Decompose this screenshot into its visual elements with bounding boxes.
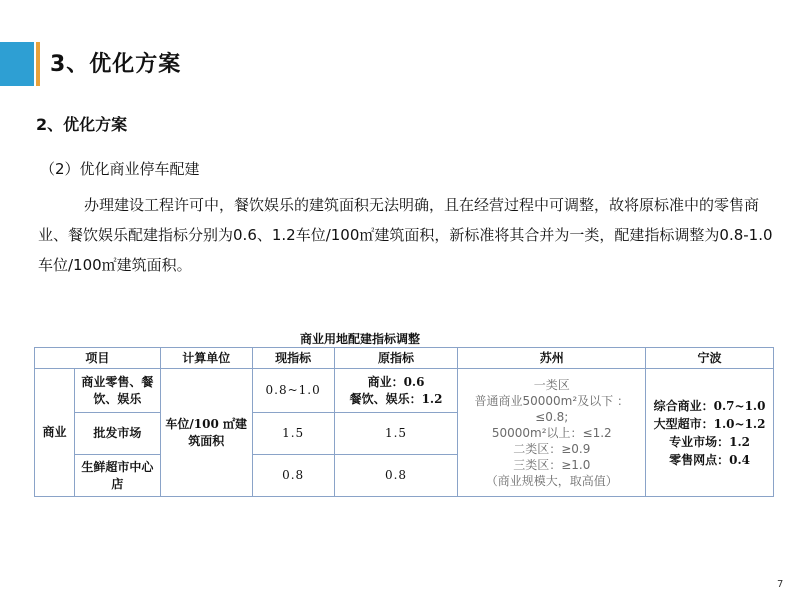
header-suzhou: 苏州 (458, 348, 646, 369)
suzhou-line: 普通商业50000m²及以下 ： (474, 393, 629, 408)
title-accent-bar (0, 42, 34, 86)
header-ningbo: 宁波 (646, 348, 774, 369)
original-value-line: 商业：0.6 (367, 374, 425, 389)
slide-title: 3、优化方案 (50, 52, 182, 77)
ningbo-cell (646, 369, 774, 497)
page-number: 7 (777, 579, 784, 590)
sub-heading: （2）优化商业停车配建 (40, 160, 200, 178)
parking-standard-table (34, 347, 774, 497)
suzhou-line: （商业规模大，取高值） (485, 473, 618, 488)
current-value-cell: 0.8 (252, 455, 334, 497)
suzhou-line: 三类区：≥1.0 (513, 457, 591, 472)
ningbo-line: 大型超市：1.0~1.2 (653, 416, 766, 431)
item-cell: 批发市场 (74, 413, 160, 455)
current-value-cell: 1.5 (252, 413, 334, 455)
suzhou-line: 一类区 (533, 377, 570, 392)
ningbo-line: 综合商业：0.7~1.0 (653, 398, 766, 413)
item-cell: 商业零售、餐饮、娱乐 (74, 369, 160, 413)
header-current: 现指标 (252, 348, 334, 369)
table-title: 商业用地配建指标调整 (300, 332, 421, 346)
header-unit: 计算单位 (160, 348, 252, 369)
suzhou-cell (458, 369, 646, 497)
header-item: 项目 (35, 348, 161, 369)
original-value-line: 餐饮、娱乐：1.2 (349, 391, 443, 406)
section-heading: 2、优化方案 (36, 115, 128, 134)
body-paragraph: 办理建设工程许可中，餐饮娱乐的建筑面积无法明确，且在经营过程中可调整，故将原标准中的零售商业、餐饮娱乐配建指标分别为0.6、1.2车位/100㎡建筑面积，新标准将其合并为一类，配建指标调整为0.8-1.0车位/100㎡建筑面积。 (38, 196, 773, 274)
original-value-cell (334, 369, 458, 413)
title-accent-stripe (36, 42, 40, 86)
ningbo-line: 专业市场：1.2 (669, 434, 750, 449)
suzhou-line: 50000m²以上：≤1.2 (491, 425, 612, 440)
header-original: 原指标 (334, 348, 458, 369)
item-cell: 生鲜超市中心店 (74, 455, 160, 497)
current-value-cell: 0.8~1.0 (252, 369, 334, 413)
suzhou-line: ≤0.8; (535, 409, 569, 424)
original-value-cell: 1.5 (334, 413, 458, 455)
suzhou-line: 二类区：≥0.9 (513, 441, 591, 456)
table-header-row (35, 348, 774, 369)
unit-cell: 车位/100 ㎡建筑面积 (160, 369, 252, 497)
original-value-cell: 0.8 (334, 455, 458, 497)
ningbo-line: 零售网点：0.4 (669, 452, 750, 467)
table-row (35, 369, 774, 413)
category-cell: 商业 (35, 369, 75, 497)
